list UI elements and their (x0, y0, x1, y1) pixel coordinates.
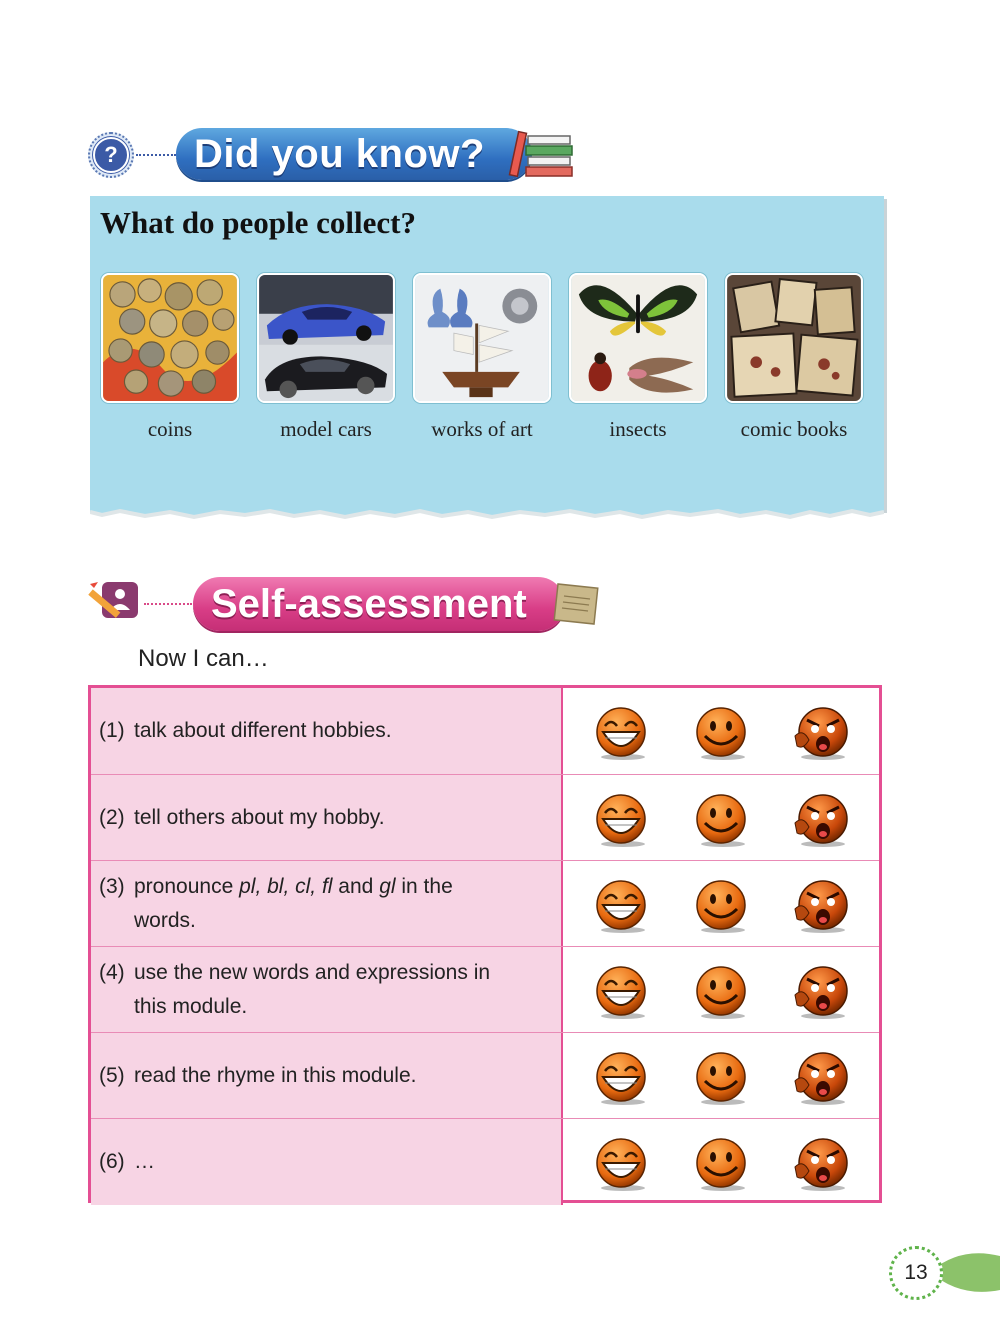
statement-cell: (2) tell others about my hobby. (91, 775, 561, 861)
statement-cell: (5) read the rhyme in this module. (91, 1033, 561, 1119)
caption-coins: coins (147, 417, 193, 441)
collect-question: What do people collect? (100, 205, 416, 240)
self-assessment-banner (193, 577, 565, 631)
self-assessment-title: Self-assessment (211, 581, 527, 626)
dotted-connector (144, 603, 192, 605)
laughing-face-icon[interactable] (593, 1051, 651, 1105)
did-you-know-banner (176, 128, 532, 180)
statement-cell: (3) pronounce pl, bl, cl, fl and gl in the words. (91, 861, 561, 947)
now-i-can-intro: Now I can… (138, 645, 269, 672)
dotted-connector (136, 154, 176, 156)
rating-cell (561, 1033, 879, 1119)
rating-cell (561, 775, 879, 861)
table-row (91, 688, 879, 774)
caption-comic-books: comic books (740, 417, 848, 441)
rating-cell (561, 1119, 879, 1205)
angry-face-icon[interactable] (793, 1051, 851, 1105)
pencil-person-icon (88, 580, 142, 624)
rating-cell (561, 861, 879, 947)
smiling-face-icon[interactable] (693, 706, 751, 760)
statement-cell: (1) talk about different hobbies. (91, 688, 561, 774)
table-row (91, 946, 879, 1033)
books-icon (508, 128, 574, 182)
angry-face-icon[interactable] (793, 706, 851, 760)
rating-cell (561, 947, 879, 1033)
caption-works-of-art: works of art (431, 417, 533, 441)
insects-photo (569, 273, 707, 403)
statement-cell: (6) … (91, 1119, 561, 1205)
coins-photo (101, 273, 239, 403)
angry-face-icon[interactable] (793, 965, 851, 1019)
torn-paper-edge (90, 500, 884, 526)
did-you-know-title: Did you know? (194, 131, 485, 176)
rating-cell (561, 688, 879, 774)
statement-cell: (4) use the new words and expressions in this module. (91, 947, 561, 1033)
envelope-icon (552, 580, 600, 628)
smiling-face-icon[interactable] (693, 1051, 751, 1105)
angry-face-icon[interactable] (793, 1137, 851, 1191)
angry-face-icon[interactable] (793, 879, 851, 933)
table-row (91, 1118, 879, 1205)
angry-face-icon[interactable] (793, 793, 851, 847)
works-of-art-photo (413, 273, 551, 403)
laughing-face-icon[interactable] (593, 879, 651, 933)
self-assessment-table (88, 685, 882, 1203)
laughing-face-icon[interactable] (593, 793, 651, 847)
table-row (91, 1032, 879, 1119)
laughing-face-icon[interactable] (593, 706, 651, 760)
table-row (91, 774, 879, 861)
model-cars-photo (257, 273, 395, 403)
smiling-face-icon[interactable] (693, 793, 751, 847)
caption-model-cars: model cars (280, 417, 372, 441)
smiling-face-icon[interactable] (693, 965, 751, 1019)
comic-books-photo (725, 273, 863, 403)
question-icon: ? (88, 132, 134, 178)
table-row (91, 860, 879, 947)
laughing-face-icon[interactable] (593, 1137, 651, 1191)
laughing-face-icon[interactable] (593, 965, 651, 1019)
smiling-face-icon[interactable] (693, 1137, 751, 1191)
page-number: 13 (889, 1246, 943, 1300)
smiling-face-icon[interactable] (693, 879, 751, 933)
caption-insects: insects (609, 417, 667, 441)
